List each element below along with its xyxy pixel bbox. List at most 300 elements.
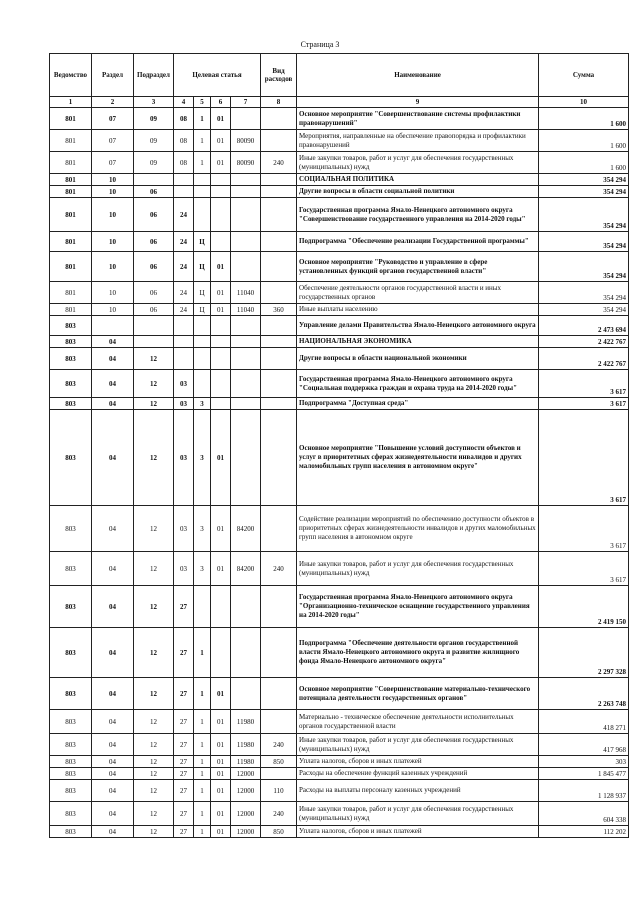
cell-direction: 12000 bbox=[231, 826, 261, 838]
cell-direction bbox=[231, 108, 261, 130]
cell-razdel: 04 bbox=[92, 768, 134, 780]
cell-ved: 803 bbox=[50, 780, 92, 802]
cell-measure: 01 bbox=[211, 152, 231, 174]
cell-measure bbox=[211, 628, 231, 678]
cell-sum: 354 294 bbox=[539, 174, 629, 186]
cell-name: Другие вопросы в области национальной экономики bbox=[297, 348, 539, 370]
cell-ved: 803 bbox=[50, 348, 92, 370]
cell-sum: 354 294 bbox=[539, 304, 629, 316]
cell-subprogram: Ц bbox=[194, 252, 211, 282]
table-row bbox=[50, 678, 629, 710]
col-number: 1 bbox=[50, 97, 92, 108]
cell-sum: 604 338 bbox=[539, 802, 629, 826]
table-row bbox=[50, 586, 629, 628]
cell-subprogram bbox=[194, 198, 211, 232]
cell-podrazdel: 06 bbox=[134, 304, 174, 316]
cell-program: 27 bbox=[174, 780, 194, 802]
cell-subprogram: Ц bbox=[194, 304, 211, 316]
cell-program: 27 bbox=[174, 710, 194, 734]
cell-subprogram: 1 bbox=[194, 710, 211, 734]
cell-direction: 80090 bbox=[231, 152, 261, 174]
cell-vid bbox=[261, 108, 297, 130]
cell-program: 08 bbox=[174, 152, 194, 174]
cell-vid bbox=[261, 232, 297, 252]
cell-sum: 3 617 bbox=[539, 506, 629, 552]
table-row bbox=[50, 628, 629, 678]
table-row bbox=[50, 780, 629, 802]
cell-sum: 1 600 bbox=[539, 152, 629, 174]
cell-direction: 12000 bbox=[231, 768, 261, 780]
cell-sum: 1 600 bbox=[539, 130, 629, 152]
cell-razdel: 04 bbox=[92, 398, 134, 410]
col-number: 5 bbox=[194, 97, 211, 108]
cell-program: 24 bbox=[174, 198, 194, 232]
table-row bbox=[50, 130, 629, 152]
cell-measure bbox=[211, 348, 231, 370]
cell-sum: 417 968 bbox=[539, 734, 629, 756]
cell-measure: 01 bbox=[211, 756, 231, 768]
cell-program: 03 bbox=[174, 506, 194, 552]
col-number: 3 bbox=[134, 97, 174, 108]
cell-name: Другие вопросы в области социальной политики bbox=[297, 186, 539, 198]
cell-measure: 01 bbox=[211, 282, 231, 304]
col-number: 2 bbox=[92, 97, 134, 108]
cell-subprogram: 1 bbox=[194, 802, 211, 826]
table-row bbox=[50, 370, 629, 398]
cell-podrazdel: 09 bbox=[134, 152, 174, 174]
cell-ved: 803 bbox=[50, 628, 92, 678]
cell-name: Основное мероприятие "Руководство и управление в сфере установленных функций органов государственной власти" bbox=[297, 252, 539, 282]
cell-subprogram: Ц bbox=[194, 282, 211, 304]
cell-subprogram: 1 bbox=[194, 734, 211, 756]
cell-program bbox=[174, 316, 194, 336]
cell-ved: 801 bbox=[50, 304, 92, 316]
cell-ved: 801 bbox=[50, 174, 92, 186]
cell-program bbox=[174, 336, 194, 348]
cell-subprogram bbox=[194, 336, 211, 348]
cell-ved: 801 bbox=[50, 130, 92, 152]
cell-program: 27 bbox=[174, 826, 194, 838]
budget-table bbox=[49, 53, 629, 838]
header-name: Наименование bbox=[297, 54, 539, 97]
cell-subprogram: 1 bbox=[194, 768, 211, 780]
cell-measure: 01 bbox=[211, 826, 231, 838]
cell-subprogram: 1 bbox=[194, 826, 211, 838]
cell-podrazdel: 12 bbox=[134, 410, 174, 506]
cell-razdel bbox=[92, 316, 134, 336]
cell-podrazdel: 12 bbox=[134, 780, 174, 802]
cell-razdel: 04 bbox=[92, 802, 134, 826]
cell-name: Иные закупки товаров, работ и услуг для обеспечения государственных (муниципальных) нужд bbox=[297, 734, 539, 756]
cell-razdel: 04 bbox=[92, 552, 134, 586]
header-podrazdel: Подраздел bbox=[134, 54, 174, 97]
col-number: 8 bbox=[261, 97, 297, 108]
table-row bbox=[50, 826, 629, 838]
cell-razdel: 04 bbox=[92, 678, 134, 710]
cell-name: Уплата налогов, сборов и иных платежей bbox=[297, 826, 539, 838]
cell-razdel: 10 bbox=[92, 252, 134, 282]
cell-razdel: 04 bbox=[92, 336, 134, 348]
cell-podrazdel: 12 bbox=[134, 348, 174, 370]
cell-vid bbox=[261, 370, 297, 398]
cell-razdel: 10 bbox=[92, 282, 134, 304]
page-label: Страница 3 bbox=[300, 40, 340, 49]
cell-sum: 354 294 bbox=[539, 186, 629, 198]
cell-measure bbox=[211, 186, 231, 198]
cell-direction bbox=[231, 348, 261, 370]
cell-direction bbox=[231, 198, 261, 232]
cell-subprogram: 1 bbox=[194, 152, 211, 174]
cell-ved: 801 bbox=[50, 152, 92, 174]
header-vid: Вид расходов bbox=[261, 54, 297, 97]
cell-ved: 803 bbox=[50, 756, 92, 768]
cell-vid bbox=[261, 506, 297, 552]
cell-ved: 803 bbox=[50, 802, 92, 826]
cell-razdel: 10 bbox=[92, 232, 134, 252]
cell-razdel: 04 bbox=[92, 370, 134, 398]
cell-program: 03 bbox=[174, 370, 194, 398]
cell-ved: 803 bbox=[50, 370, 92, 398]
cell-podrazdel: 12 bbox=[134, 802, 174, 826]
cell-name: Подпрограмма "Обеспечение реализации Государственной программы" bbox=[297, 232, 539, 252]
table-row bbox=[50, 232, 629, 252]
cell-name: Основное мероприятие "Повышение условий доступности объектов и услуг в приоритетных сферах жизнедеятельности инвалидов и других маломобильных групп населения в автономном округе" bbox=[297, 410, 539, 506]
cell-podrazdel: 09 bbox=[134, 108, 174, 130]
table-row bbox=[50, 506, 629, 552]
cell-ved: 801 bbox=[50, 232, 92, 252]
cell-subprogram: 1 bbox=[194, 756, 211, 768]
table-row bbox=[50, 252, 629, 282]
cell-name: Государственная программа Ямало-Ненецкого автономного округа "Совершенствование государственного управления на 2014-2020 годы" bbox=[297, 198, 539, 232]
cell-measure: 01 bbox=[211, 552, 231, 586]
table-row bbox=[50, 410, 629, 506]
cell-ved: 801 bbox=[50, 282, 92, 304]
cell-name: Управление делами Правительства Ямало-Ненецкого автономного округа bbox=[297, 316, 539, 336]
table-row bbox=[50, 398, 629, 410]
cell-subprogram: 1 bbox=[194, 678, 211, 710]
cell-direction: 12000 bbox=[231, 802, 261, 826]
cell-podrazdel: 12 bbox=[134, 826, 174, 838]
cell-subprogram bbox=[194, 316, 211, 336]
cell-ved: 803 bbox=[50, 316, 92, 336]
cell-podrazdel: 06 bbox=[134, 198, 174, 232]
cell-sum: 3 617 bbox=[539, 410, 629, 506]
cell-vid: 360 bbox=[261, 304, 297, 316]
cell-name: Иные закупки товаров, работ и услуг для обеспечения государственных (муниципальных) нужд bbox=[297, 802, 539, 826]
cell-vid bbox=[261, 252, 297, 282]
cell-vid: 110 bbox=[261, 780, 297, 802]
cell-name: НАЦИОНАЛЬНАЯ ЭКОНОМИКА bbox=[297, 336, 539, 348]
cell-measure: 01 bbox=[211, 678, 231, 710]
cell-measure bbox=[211, 336, 231, 348]
cell-podrazdel bbox=[134, 316, 174, 336]
cell-sum: 303 bbox=[539, 756, 629, 768]
cell-vid: 850 bbox=[261, 756, 297, 768]
cell-ved: 801 bbox=[50, 252, 92, 282]
cell-razdel: 07 bbox=[92, 130, 134, 152]
cell-sum: 3 617 bbox=[539, 398, 629, 410]
col-number: 9 bbox=[297, 97, 539, 108]
cell-direction: 11980 bbox=[231, 734, 261, 756]
cell-direction bbox=[231, 586, 261, 628]
cell-ved: 803 bbox=[50, 768, 92, 780]
cell-program bbox=[174, 348, 194, 370]
table-row bbox=[50, 552, 629, 586]
cell-podrazdel: 09 bbox=[134, 130, 174, 152]
cell-podrazdel: 12 bbox=[134, 756, 174, 768]
cell-direction bbox=[231, 232, 261, 252]
cell-razdel: 04 bbox=[92, 586, 134, 628]
cell-subprogram: 3 bbox=[194, 552, 211, 586]
cell-measure bbox=[211, 198, 231, 232]
cell-ved: 803 bbox=[50, 398, 92, 410]
cell-name: Государственная программа Ямало-Ненецкого автономного округа "Организационно-техническое оснащение государственного управления на 2014-2020 годы" bbox=[297, 586, 539, 628]
cell-name: Основное мероприятие "Совершенствование материально-технического потенциала деятельности государственных органов" bbox=[297, 678, 539, 710]
cell-vid bbox=[261, 198, 297, 232]
cell-ved: 803 bbox=[50, 734, 92, 756]
cell-sum: 112 202 bbox=[539, 826, 629, 838]
cell-vid bbox=[261, 410, 297, 506]
cell-razdel: 04 bbox=[92, 734, 134, 756]
col-number: 10 bbox=[539, 97, 629, 108]
cell-direction bbox=[231, 410, 261, 506]
cell-direction bbox=[231, 628, 261, 678]
cell-podrazdel: 12 bbox=[134, 506, 174, 552]
cell-direction bbox=[231, 186, 261, 198]
table-row bbox=[50, 282, 629, 304]
cell-sum: 3 617 bbox=[539, 370, 629, 398]
cell-ved: 801 bbox=[50, 108, 92, 130]
cell-measure: 01 bbox=[211, 130, 231, 152]
cell-subprogram: 1 bbox=[194, 780, 211, 802]
cell-direction: 84200 bbox=[231, 506, 261, 552]
table-row bbox=[50, 304, 629, 316]
table-row bbox=[50, 768, 629, 780]
cell-vid bbox=[261, 586, 297, 628]
table-row bbox=[50, 336, 629, 348]
cell-podrazdel: 12 bbox=[134, 398, 174, 410]
cell-vid: 240 bbox=[261, 152, 297, 174]
cell-razdel: 07 bbox=[92, 152, 134, 174]
cell-measure: 01 bbox=[211, 710, 231, 734]
cell-program: 08 bbox=[174, 130, 194, 152]
cell-name: Государственная программа Ямало-Ненецкого автономного округа "Социальная поддержка граждан и охрана труда на 2014-2020 годы" bbox=[297, 370, 539, 398]
cell-razdel: 10 bbox=[92, 186, 134, 198]
cell-ved: 803 bbox=[50, 586, 92, 628]
cell-ved: 803 bbox=[50, 336, 92, 348]
cell-subprogram: 3 bbox=[194, 506, 211, 552]
cell-sum: 2 422 767 bbox=[539, 348, 629, 370]
cell-razdel: 04 bbox=[92, 410, 134, 506]
cell-measure bbox=[211, 316, 231, 336]
cell-sum: 354 294 bbox=[539, 282, 629, 304]
cell-name: Материально - техническое обеспечение деятельности исполнительных органов государственной власти bbox=[297, 710, 539, 734]
table-row bbox=[50, 186, 629, 198]
cell-ved: 803 bbox=[50, 410, 92, 506]
cell-subprogram: 1 bbox=[194, 130, 211, 152]
cell-direction bbox=[231, 336, 261, 348]
cell-vid: 240 bbox=[261, 802, 297, 826]
cell-subprogram bbox=[194, 370, 211, 398]
cell-vid bbox=[261, 710, 297, 734]
table-row bbox=[50, 710, 629, 734]
cell-razdel: 04 bbox=[92, 506, 134, 552]
cell-program: 24 bbox=[174, 232, 194, 252]
cell-direction: 11040 bbox=[231, 282, 261, 304]
cell-podrazdel: 06 bbox=[134, 232, 174, 252]
cell-name: Иные закупки товаров, работ и услуг для обеспечения государственных (муниципальных) нужд bbox=[297, 552, 539, 586]
cell-sum: 354 294 bbox=[539, 252, 629, 282]
cell-vid bbox=[261, 678, 297, 710]
header-summa: Сумма bbox=[539, 54, 629, 97]
cell-direction: 84200 bbox=[231, 552, 261, 586]
cell-razdel: 04 bbox=[92, 628, 134, 678]
cell-name: Мероприятия, направленные на обеспечение правопорядка и профилактики правонарушений bbox=[297, 130, 539, 152]
cell-podrazdel bbox=[134, 174, 174, 186]
cell-program: 24 bbox=[174, 282, 194, 304]
cell-name: Расходы на выплаты персоналу казенных учреждений bbox=[297, 780, 539, 802]
cell-razdel: 04 bbox=[92, 710, 134, 734]
cell-program: 27 bbox=[174, 678, 194, 710]
table-row bbox=[50, 198, 629, 232]
cell-razdel: 04 bbox=[92, 826, 134, 838]
cell-direction bbox=[231, 316, 261, 336]
cell-program bbox=[174, 174, 194, 186]
cell-program: 27 bbox=[174, 802, 194, 826]
cell-name: Обеспечение деятельности органов государственной власти и иных государственных органов bbox=[297, 282, 539, 304]
cell-podrazdel: 06 bbox=[134, 186, 174, 198]
cell-ved: 803 bbox=[50, 678, 92, 710]
cell-ved: 803 bbox=[50, 506, 92, 552]
cell-vid bbox=[261, 348, 297, 370]
col-number: 6 bbox=[211, 97, 231, 108]
cell-measure bbox=[211, 174, 231, 186]
cell-subprogram bbox=[194, 174, 211, 186]
cell-podrazdel: 12 bbox=[134, 710, 174, 734]
cell-subprogram: 3 bbox=[194, 410, 211, 506]
table-body bbox=[50, 108, 629, 838]
header-ved: Ведомство bbox=[50, 54, 92, 97]
cell-direction: 11980 bbox=[231, 756, 261, 768]
cell-sum: 354 294 bbox=[539, 232, 629, 252]
cell-vid bbox=[261, 398, 297, 410]
cell-direction: 12000 bbox=[231, 780, 261, 802]
cell-sum: 2 263 748 bbox=[539, 678, 629, 710]
cell-sum: 418 271 bbox=[539, 710, 629, 734]
cell-direction bbox=[231, 370, 261, 398]
cell-ved: 803 bbox=[50, 826, 92, 838]
cell-measure: 01 bbox=[211, 780, 231, 802]
cell-razdel: 10 bbox=[92, 174, 134, 186]
cell-vid bbox=[261, 186, 297, 198]
cell-program: 27 bbox=[174, 586, 194, 628]
table-row bbox=[50, 734, 629, 756]
cell-direction: 11980 bbox=[231, 710, 261, 734]
cell-measure: 01 bbox=[211, 410, 231, 506]
cell-measure: 01 bbox=[211, 768, 231, 780]
cell-sum: 2 419 150 bbox=[539, 586, 629, 628]
cell-razdel: 04 bbox=[92, 780, 134, 802]
cell-vid bbox=[261, 282, 297, 304]
cell-vid: 240 bbox=[261, 552, 297, 586]
cell-vid bbox=[261, 316, 297, 336]
cell-program: 27 bbox=[174, 756, 194, 768]
table-row bbox=[50, 802, 629, 826]
cell-name: СОЦИАЛЬНАЯ ПОЛИТИКА bbox=[297, 174, 539, 186]
cell-sum: 1 128 937 bbox=[539, 780, 629, 802]
cell-program: 03 bbox=[174, 398, 194, 410]
cell-podrazdel bbox=[134, 336, 174, 348]
cell-program: 27 bbox=[174, 734, 194, 756]
cell-measure bbox=[211, 398, 231, 410]
table-row bbox=[50, 152, 629, 174]
cell-direction: 80090 bbox=[231, 130, 261, 152]
cell-program: 27 bbox=[174, 768, 194, 780]
cell-direction bbox=[231, 252, 261, 282]
cell-vid bbox=[261, 768, 297, 780]
cell-sum: 1 600 bbox=[539, 108, 629, 130]
cell-direction bbox=[231, 174, 261, 186]
cell-sum: 354 294 bbox=[539, 198, 629, 232]
cell-ved: 803 bbox=[50, 552, 92, 586]
cell-measure: 01 bbox=[211, 304, 231, 316]
cell-razdel: 04 bbox=[92, 756, 134, 768]
cell-subprogram: 1 bbox=[194, 628, 211, 678]
cell-podrazdel: 12 bbox=[134, 734, 174, 756]
cell-program: 24 bbox=[174, 252, 194, 282]
cell-measure: 01 bbox=[211, 802, 231, 826]
cell-name: Подпрограмма "Обеспечение деятельности органов государственной власти Ямало-Ненецкого автономного округа и развитие жилищного фонда Ямало-Ненецкого автономного округа" bbox=[297, 628, 539, 678]
cell-name: Расходы на обеспечение функций казенных учреждений bbox=[297, 768, 539, 780]
cell-razdel: 10 bbox=[92, 198, 134, 232]
table-row bbox=[50, 756, 629, 768]
cell-podrazdel: 06 bbox=[134, 252, 174, 282]
cell-name: Иные выплаты населению bbox=[297, 304, 539, 316]
cell-program bbox=[174, 186, 194, 198]
table-row bbox=[50, 108, 629, 130]
cell-vid: 850 bbox=[261, 826, 297, 838]
cell-program: 24 bbox=[174, 304, 194, 316]
cell-measure: 01 bbox=[211, 108, 231, 130]
cell-sum: 2 473 694 bbox=[539, 316, 629, 336]
cell-subprogram bbox=[194, 586, 211, 628]
cell-name: Основное мероприятие "Совершенствование системы профилактики правонарушений" bbox=[297, 108, 539, 130]
col-number: 4 bbox=[174, 97, 194, 108]
cell-measure: 01 bbox=[211, 252, 231, 282]
cell-podrazdel: 12 bbox=[134, 552, 174, 586]
cell-name: Подпрограмма "Доступная среда" bbox=[297, 398, 539, 410]
cell-podrazdel: 12 bbox=[134, 586, 174, 628]
cell-sum: 3 617 bbox=[539, 552, 629, 586]
cell-direction bbox=[231, 398, 261, 410]
cell-program: 03 bbox=[174, 552, 194, 586]
cell-measure: 01 bbox=[211, 506, 231, 552]
col-number: 7 bbox=[231, 97, 261, 108]
cell-vid bbox=[261, 174, 297, 186]
cell-name: Содействие реализации мероприятий по обеспечению доступности объектов в приоритетных сферах жизнедеятельности инвалидов и других маломобильных групп населения в автономном округе bbox=[297, 506, 539, 552]
cell-subprogram: 3 bbox=[194, 398, 211, 410]
cell-direction bbox=[231, 678, 261, 710]
cell-ved: 803 bbox=[50, 710, 92, 734]
cell-vid bbox=[261, 336, 297, 348]
header-razdel: Раздел bbox=[92, 54, 134, 97]
cell-measure bbox=[211, 232, 231, 252]
cell-razdel: 04 bbox=[92, 348, 134, 370]
table-row bbox=[50, 174, 629, 186]
cell-podrazdel: 12 bbox=[134, 678, 174, 710]
cell-subprogram: Ц bbox=[194, 232, 211, 252]
cell-vid bbox=[261, 628, 297, 678]
